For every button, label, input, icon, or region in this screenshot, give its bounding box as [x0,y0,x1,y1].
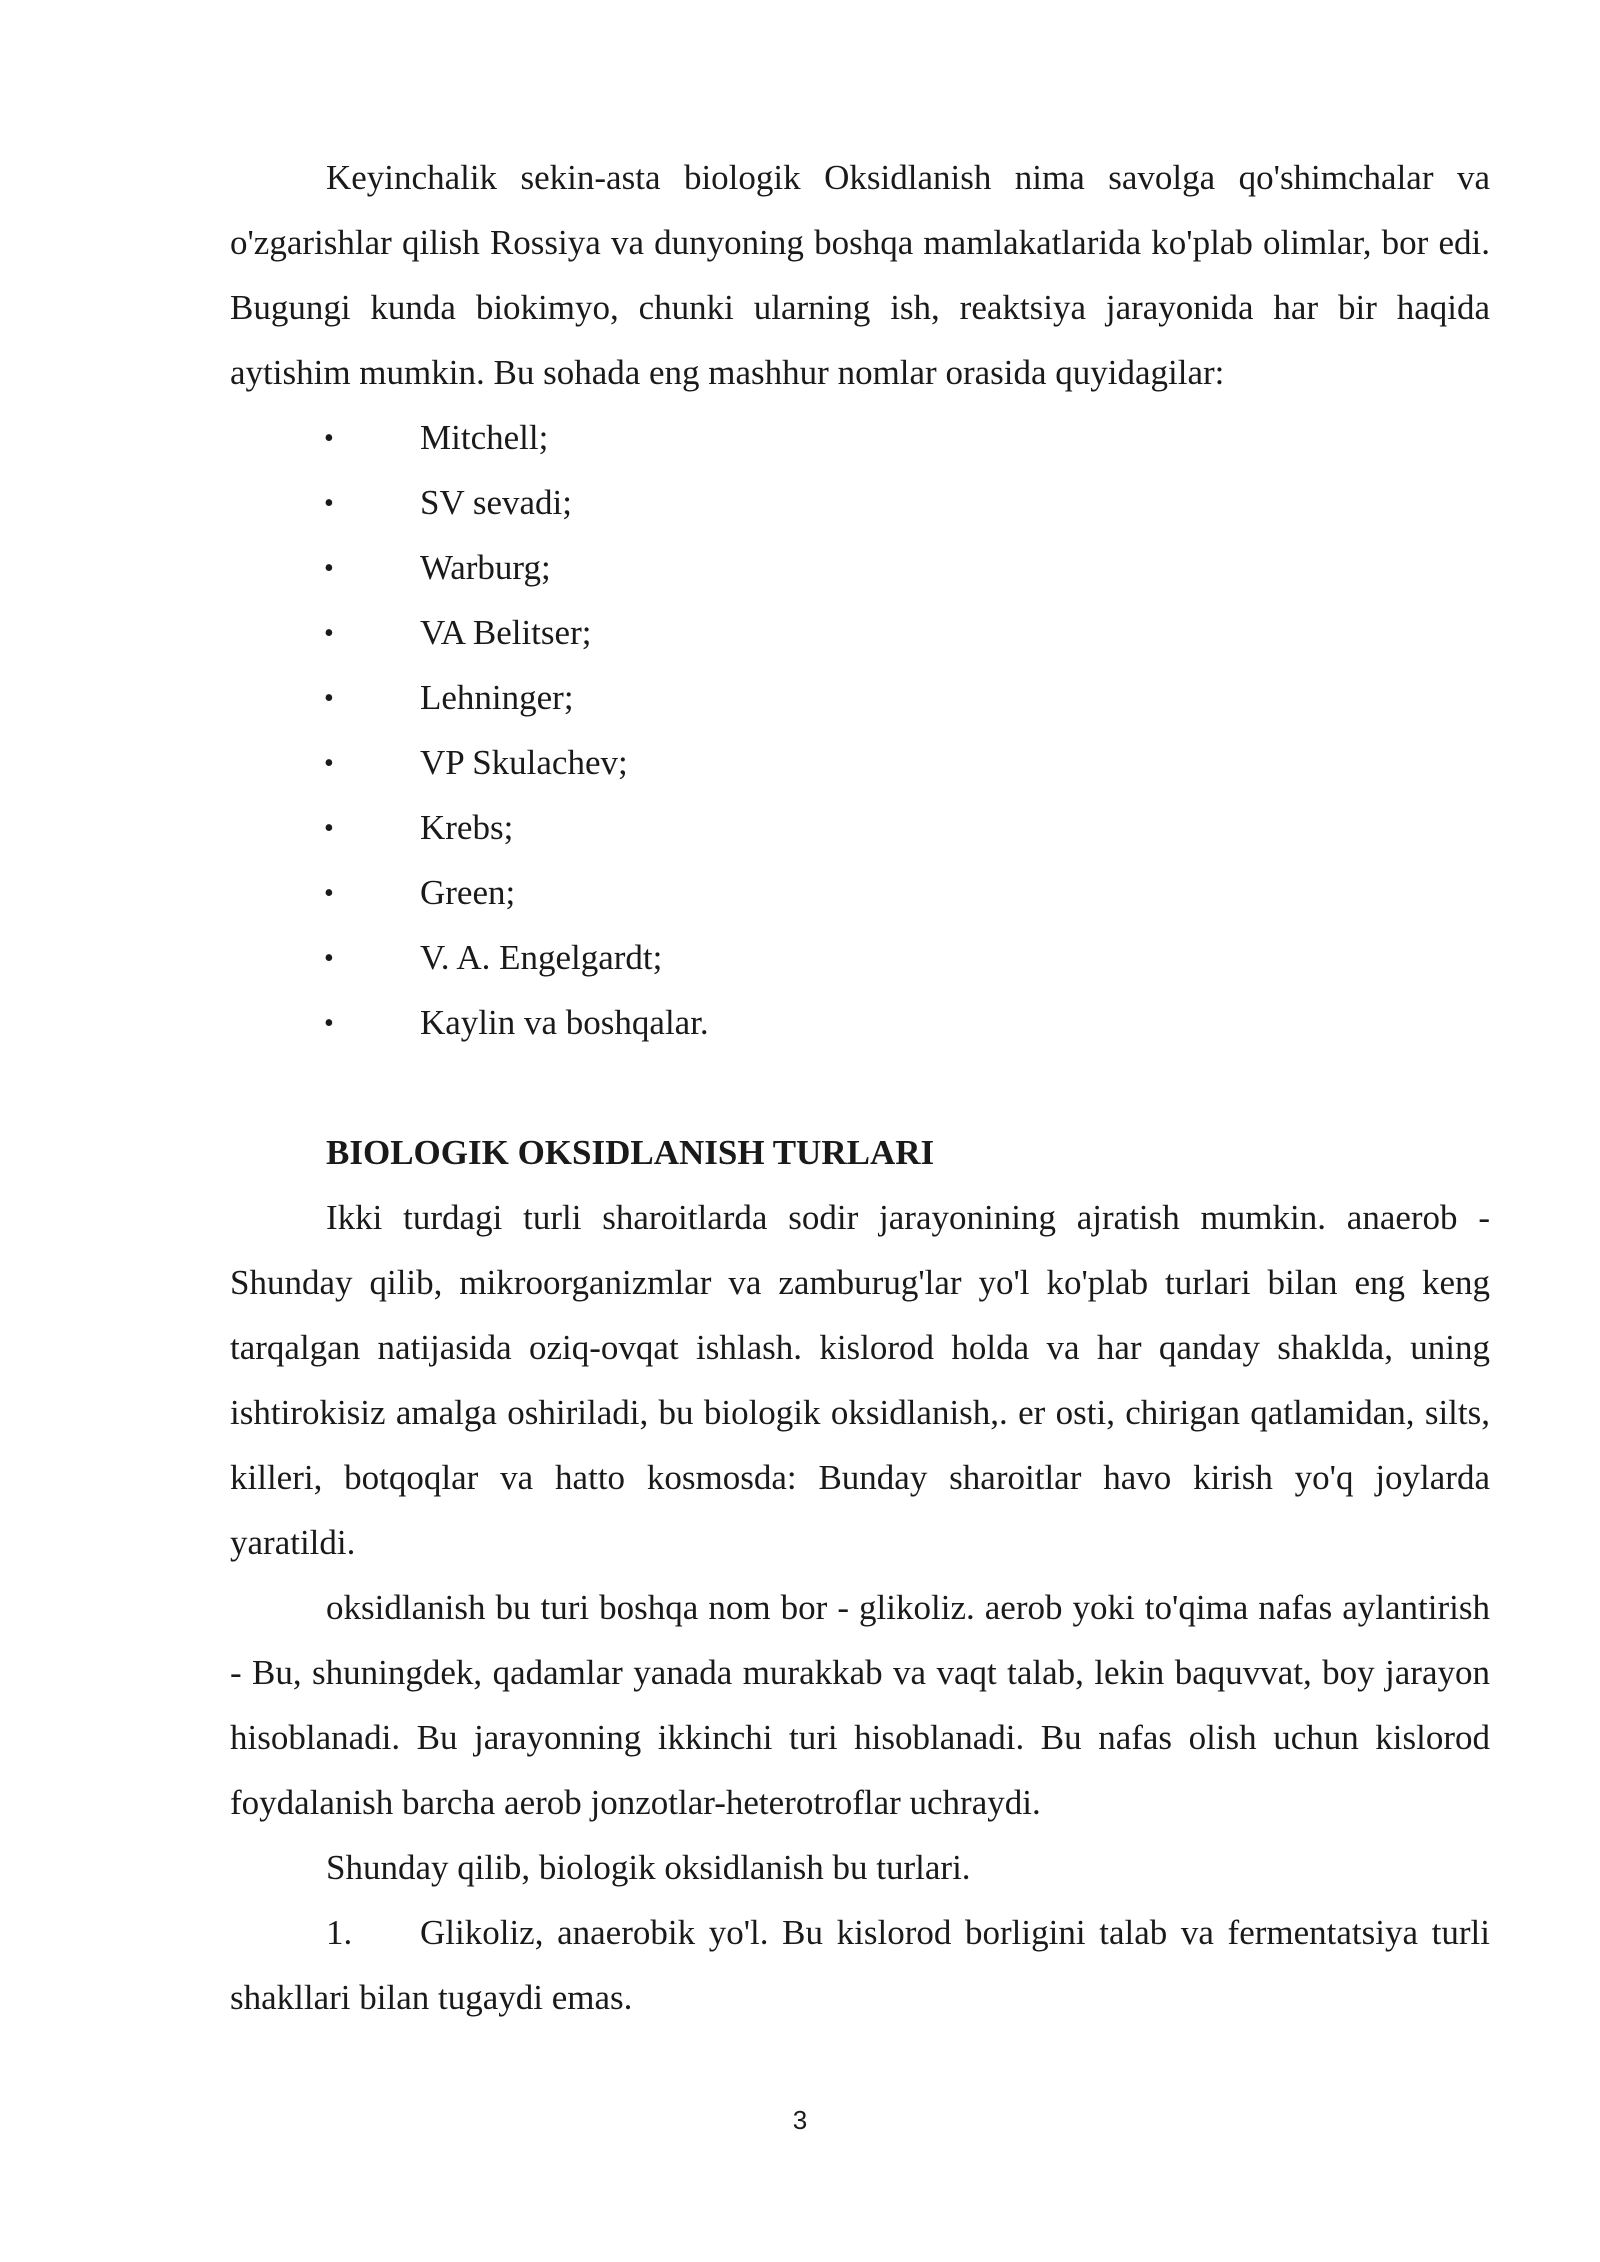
list-item [230,795,1490,860]
list-item [230,925,1490,990]
numbered-item-text: Glikoliz, anaerobik yo'l. Bu kislorod borligini talab va fermentatsiya turli shakllari bilan tugaydi emas. [230,1913,1490,2017]
anaerobic-paragraph: Ikki turdagi turli sharoitlarda sodir jarayonining ajratish mumkin. anaerob - Shunday qilib, mikroorganizmlar va zamburug'lar yo'l ko'plab turlari bilan eng keng tarqalgan natijasida oziq-ovqat ishlash. kislorod holda va har qanday shaklda, uning ishtirokisiz amalga oshiriladi, bu biologik oksidlanish,. er osti, chirigan qatlamidan, silts, killeri, botqoqlar va hatto kosmosda: Bunday sharoitlar havo kirish yo'q joylarda yaratildi. [230,1198,1490,1562]
list-item [230,535,1490,600]
section-heading: BIOLOGIK OKSIDLANISH TURLARI [326,1133,935,1172]
bullet-icon: • [324,943,334,974]
bullet-icon: • [324,488,334,519]
list-item [230,990,1490,1055]
list-item-text: Warburg; [420,548,551,587]
bullet-icon: • [324,748,334,779]
list-item-text: SV sevadi; [420,483,572,522]
bullet-icon: • [324,1008,334,1039]
bullet-icon: • [324,553,334,584]
aerobic-paragraph: oksidlanish bu turi boshqa nom bor - glikoliz. aerob yoki to'qima nafas aylantirish - Bu, shuningdek, qadamlar yanada murakkab va vaqt talab, lekin baquvvat, boy jarayon hisoblanadi. Bu jarayonning ikkinchi turi hisoblanadi. Bu nafas olish uchun kislorod foydalanish barcha aerob jonzotlar-heterotroflar uchraydi. [230,1588,1490,1822]
list-item-text: V. A. Engelgardt; [420,938,663,977]
list-item-text: Kaylin va boshqalar. [420,1003,709,1042]
numbered-item [230,1900,1490,2030]
blank-line [230,1055,1490,1120]
list-item-text: Krebs; [420,808,514,847]
bullet-icon: • [324,423,334,454]
list-item-text: Mitchell; [420,418,549,457]
list-item [230,730,1490,795]
scientists-list [230,405,1490,1055]
list-item [230,405,1490,470]
bullet-icon: • [324,813,334,844]
list-item-text: Lehninger; [420,678,574,717]
list-item-text: VP Skulachev; [420,743,628,782]
list-item [230,470,1490,535]
list-item [230,860,1490,925]
bullet-icon: • [324,878,334,909]
item-number: 1. [326,1913,353,1952]
bullet-icon: • [324,683,334,714]
bullet-icon: • [324,618,334,649]
list-item-text: VA Belitser; [420,613,592,652]
summary-paragraph: Shunday qilib, biologik oksidlanish bu turlari. [326,1848,971,1887]
list-item [230,600,1490,665]
list-item [230,665,1490,730]
intro-paragraph: Keyinchalik sekin-asta biologik Oksidlanish nima savolga qo'shimchalar va o'zgarishlar qilish Rossiya va dunyoning boshqa mamlakatlarida ko'plab olimlar, bor edi. Bugungi kunda biokimyo, chunki ularning ish, reaktsiya jarayonida har bir haqida aytishim mumkin. Bu sohada eng mashhur nomlar orasida quyidagilar: [230,158,1490,392]
page-number: 3 [792,2105,808,2135]
list-item-text: Green; [420,873,516,912]
document-page [230,145,1490,2030]
